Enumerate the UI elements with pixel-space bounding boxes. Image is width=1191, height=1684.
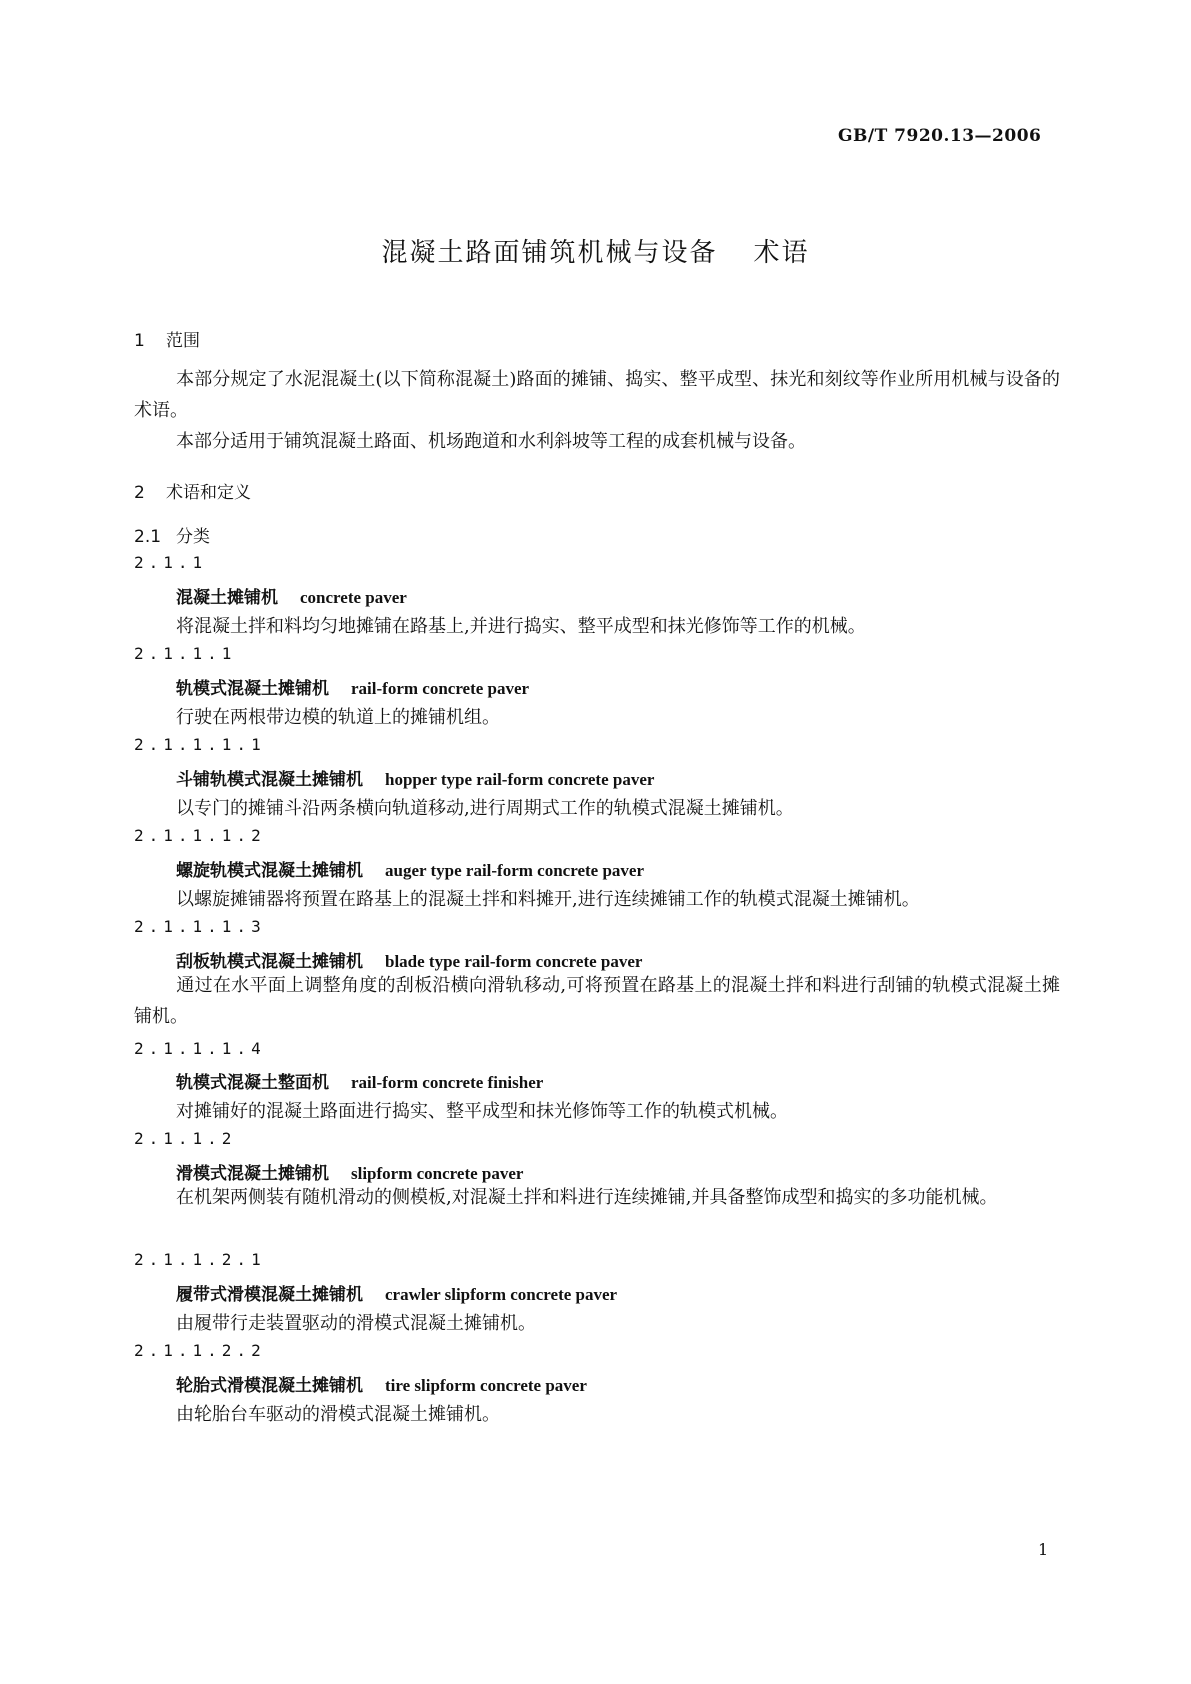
section-2-heading: 2 术语和定义 xyxy=(134,483,251,503)
entry-definition: 由履带行走装置驱动的滑模式混凝土摊铺机。 xyxy=(176,1313,536,1334)
section-1-paragraph-2: 本部分适用于铺筑混凝土路面、机场跑道和水利斜坡等工程的成套机械与设备。 xyxy=(176,431,806,452)
entry-term: 混凝土摊铺机 concrete paver xyxy=(176,588,407,608)
entry-number: 2.1.1.2.1 xyxy=(134,1250,266,1269)
entry-number: 2.1.1.1.2 xyxy=(134,826,266,845)
section-1-paragraph-1: 本部分规定了水泥混凝土(以下简称混凝土)路面的摊铺、捣实、整平成型、抹光和刻纹等作业所用机械与设备的术语。 xyxy=(134,369,1060,421)
entry-number: 2.1.1.1.3 xyxy=(134,917,266,936)
page-number: 1 xyxy=(1038,1540,1049,1559)
entry-term: 轨模式混凝土整面机 rail-form concrete finisher xyxy=(176,1073,544,1093)
entry-definition: 以螺旋摊铺器将预置在路基上的混凝土拌和料摊开,进行连续摊铺工作的轨模式混凝土摊铺机。 xyxy=(176,889,920,910)
entry-definition: 对摊铺好的混凝土路面进行捣实、整平成型和抹光修饰等工作的轨模式机械。 xyxy=(176,1101,788,1122)
title-sub: 术语 xyxy=(753,238,810,268)
title-main: 混凝土路面铺筑机械与设备 xyxy=(381,238,718,268)
section-1-heading: 1 范围 xyxy=(134,331,200,351)
document-title xyxy=(0,232,1191,269)
entry-term: 滑模式混凝土摊铺机 slipform concrete paver xyxy=(176,1164,524,1184)
entry-number: 2.1.1 xyxy=(134,553,208,572)
entry-term: 履带式滑模混凝土摊铺机 crawler slipform concrete paver xyxy=(176,1285,618,1305)
entry-definition: 在机架两侧装有随机滑动的侧模板,对混凝土拌和料进行连续摊铺,并具备整饰成型和捣实的多功能机械。 xyxy=(176,1187,998,1208)
entry-definition: 以专门的摊铺斗沿两条横向轨道移动,进行周期式工作的轨模式混凝土摊铺机。 xyxy=(176,798,794,819)
entry-number: 2.1.1.1.4 xyxy=(134,1039,266,1058)
standard-code: GB/T 7920.13—2006 xyxy=(838,126,1042,146)
entry-number: 2.1.1.2 xyxy=(134,1129,237,1148)
entry-definition: 将混凝土拌和料均匀地摊铺在路基上,并进行捣实、整平成型和抹光修饰等工作的机械。 xyxy=(176,616,866,637)
entry-definition: 行驶在两根带边模的轨道上的摊铺机组。 xyxy=(176,707,500,728)
entry-term: 螺旋轨模式混凝土摊铺机 auger type rail-form concrete paver xyxy=(176,861,645,881)
entry-definition: 由轮胎台车驱动的滑模式混凝土摊铺机。 xyxy=(176,1404,500,1425)
entry-term: 轨模式混凝土摊铺机 rail-form concrete paver xyxy=(176,679,530,699)
entry-term: 斗铺轨模式混凝土摊铺机 hopper type rail-form concrete paver xyxy=(176,770,655,790)
entry-number: 2.1.1.2.2 xyxy=(134,1341,266,1360)
entry-number: 2.1.1.1 xyxy=(134,644,237,663)
entry-definition: 通过在水平面上调整角度的刮板沿横向滑轨移动,可将预置在路基上的混凝土拌和料进行刮铺的轨模式混凝土摊铺机。 xyxy=(134,975,1060,1027)
section-2-1-heading: 2.1 分类 xyxy=(134,527,210,547)
entry-term: 轮胎式滑模混凝土摊铺机 tire slipform concrete paver xyxy=(176,1376,587,1396)
entry-term: 刮板轨模式混凝土摊铺机 blade type rail-form concrete paver xyxy=(176,952,643,972)
entry-number: 2.1.1.1.1 xyxy=(134,735,266,754)
